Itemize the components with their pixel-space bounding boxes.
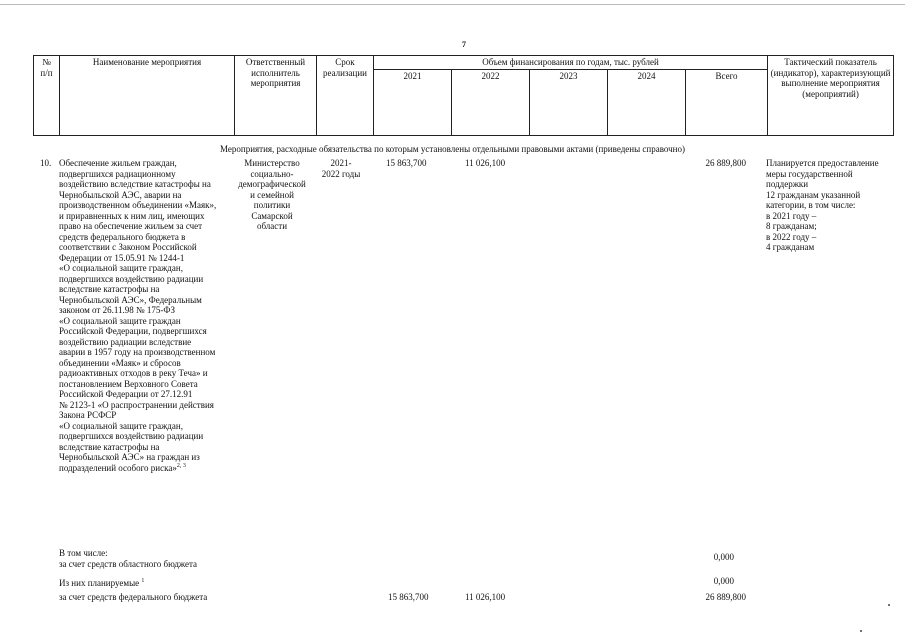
row-name-text: Обеспечение жильем граждан, подвергшихся радиационному воздействию вследствие катастрофы на Чернобыльской АЭС, аварии на производственном объединении «Маяк», и приравненных к ним лиц, имеющих право на обеспечение жильем за счет средств федерального бюджета в соответствии с Законом Российской Федерации от 15.05.91 № 1244-1 «О социальной защите граждан, подвергшихся воздействию радиации вследствие катастрофы на Чернобыльской АЭС», Федеральным законом от 26.11.98 № 175-ФЗ «О социальной защите граждан Российской Федерации, подвергшихся воздействию радиации вследствие аварии в 1957 году на производственном объединении «Маяк» и сбросов радиоактивных отходов в реку Теча» и постановлением Верховного Совета Российской Федерации от 27.12.91 № 2123-1 «О распространении действия Закона РСФСР «О социальной защите граждан, подвергшихся воздействию радиации вследствие катастрофы на Чернобыльской АЭС» на граждан из подразделений особого риска»	[59, 158, 217, 473]
header-responsible: Ответственный исполнитель мероприятия	[235, 56, 317, 136]
planned-footnote: 1	[141, 578, 145, 584]
header-funding: Объем финансирования по годам, тыс. рублей	[374, 56, 768, 70]
header-num: № п/п	[34, 56, 60, 136]
header-term: Срок реализации	[317, 56, 374, 136]
federal-total: 26 889,800	[705, 592, 746, 602]
header-year-2023: 2023	[530, 70, 608, 136]
row-indicator: Планируется предоставление меры государственной поддержки 12 гражданам указанной категории, в том числе: в 2021 году – 8 гражданам; в 2022 году – 4 гражданам	[766, 158, 879, 253]
planned-label-wrap	[59, 578, 144, 589]
header-year-2024: 2024	[608, 70, 686, 136]
header-table	[33, 55, 894, 136]
scan-dot	[888, 604, 890, 606]
top-rule	[0, 4, 905, 5]
header-name: Наименование мероприятия	[60, 56, 235, 136]
page-number: 7	[462, 40, 466, 49]
federal-2022: 11 026,100	[465, 592, 506, 602]
federal-label: за счет средств федерального бюджета	[59, 592, 208, 602]
row-number: 10.	[40, 158, 52, 168]
row-2021: 15 863,700	[386, 158, 427, 168]
header-year-2021: 2021	[374, 70, 452, 136]
regional-total: 0,000	[713, 552, 734, 562]
row-total: 26 889,800	[705, 158, 746, 168]
planned-label: Из них планируемые	[59, 578, 140, 588]
section-title: Мероприятия, расходные обязательства по которым установлены отдельными правовыми актами (приведены справочно)	[220, 144, 685, 154]
row-name	[59, 158, 244, 473]
federal-2021: 15 863,700	[388, 592, 429, 602]
scan-dot	[860, 630, 862, 632]
row-term: 2021- 2022 годы	[321, 158, 361, 179]
row-2022: 11 026,100	[465, 158, 506, 168]
header-total: Всего	[686, 70, 768, 136]
including-label: В том числе:	[59, 548, 108, 558]
header-year-2022: 2022	[452, 70, 530, 136]
row-name-footnote: 2, 3	[176, 462, 186, 469]
regional-label: за счет средств областного бюджета	[59, 559, 198, 569]
row-responsible: Министерство социально- демографической и семейной политики Самарской области	[238, 158, 306, 232]
planned-total: 0,000	[713, 576, 734, 586]
header-indicator: Тактический показатель (индикатор), характеризующий выполнение мероприятия (мероприятий)	[768, 56, 894, 136]
